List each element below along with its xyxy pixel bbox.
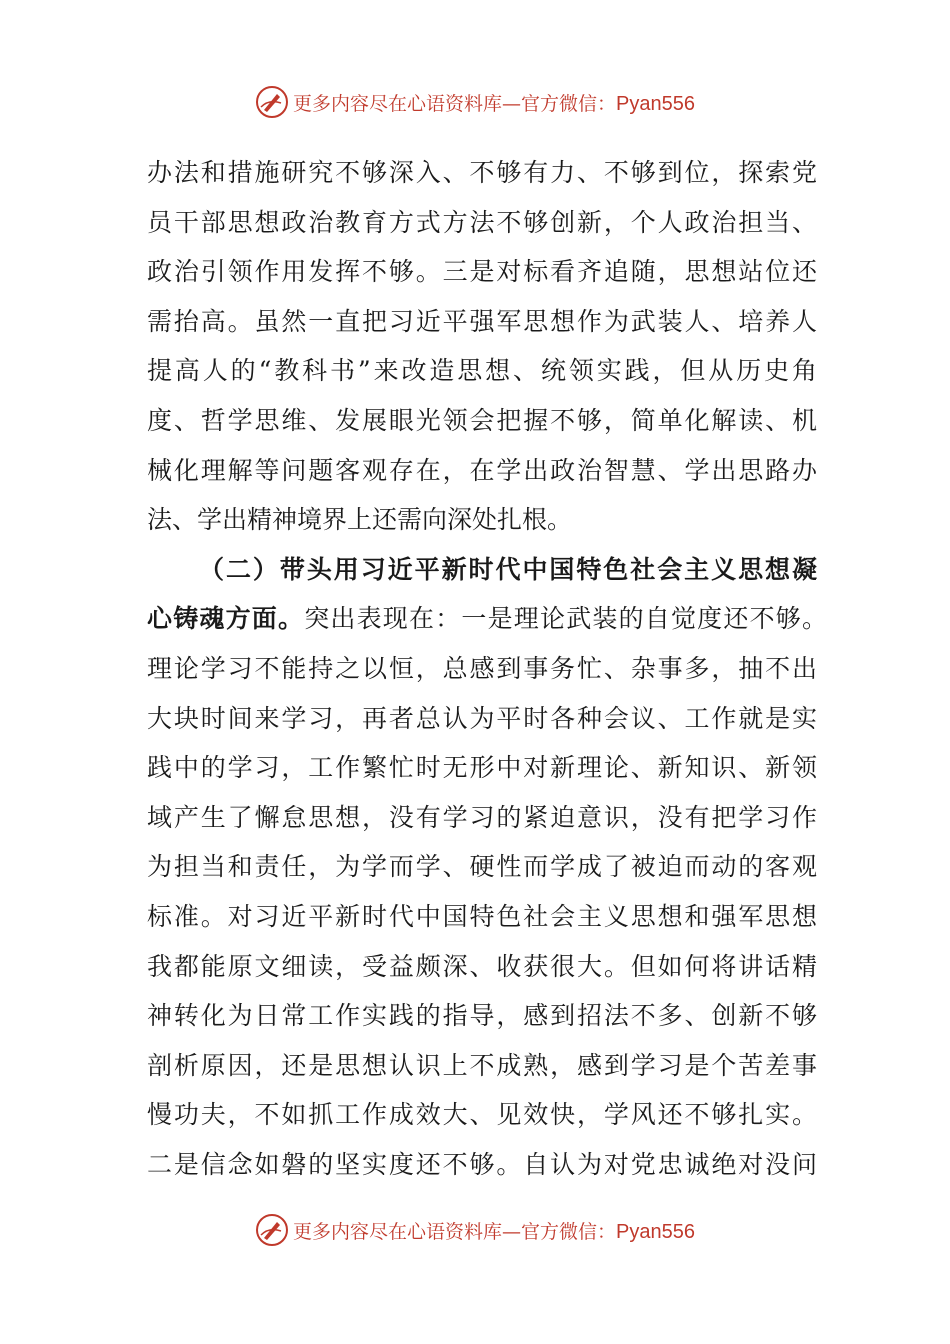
body-line: 我都能原文细读，受益颇深、收获很大。但如何将讲话精 <box>147 951 817 981</box>
header-banner <box>0 82 950 122</box>
body-line: 标准。对习近平新时代中国特色社会主义思想和强军思想 <box>147 901 817 931</box>
footer-wechat-id: Pyan556 <box>616 1220 695 1243</box>
footer-banner-label: 更多内容尽在心语资料库—官方微信： <box>293 1220 617 1243</box>
body-line: 践中的学习，工作繁忙时无形中对新理论、新知识、新领 <box>147 753 817 783</box>
quill-logo-icon <box>255 85 289 119</box>
body-line: 械化理解等问题客观存在，在学出政治智慧、学出思路办 <box>147 455 817 485</box>
body-line: 为担当和责任，为学而学、硬性而学成了被迫而动的客观 <box>147 852 817 882</box>
body-line: 提高人的“教科书”来改造思想、统领实践，但从历史角 <box>147 356 817 386</box>
body-line: 理论学习不能持之以恒，总感到事务忙、杂事多，抽不出 <box>147 653 817 683</box>
section-heading-end: 心铸魂方面。 <box>147 604 305 634</box>
body-line: 办法和措施研究不够深入、不够有力、不够到位，探索党 <box>147 158 817 187</box>
body-line: 域产生了懈怠思想，没有学习的紧迫意识，没有把学习作 <box>147 802 817 832</box>
header-banner-label: 更多内容尽在心语资料库—官方微信： <box>293 92 617 115</box>
header-banner-text <box>293 89 695 116</box>
document-body <box>147 148 827 1189</box>
body-line: 政治引领作用发挥不够。三是对标看齐追随，思想站位还 <box>147 257 817 287</box>
quill-logo-icon <box>255 1213 289 1247</box>
body-line: 二是信念如磐的坚实度还不够。自认为对党忠诚绝对没问 <box>147 1149 817 1179</box>
body-text: 突出表现在：一是理论武装的自觉度还不够。 <box>304 604 827 634</box>
body-line: 法、学出精神境界上还需向深处扎根。 <box>147 505 573 535</box>
body-line: 大块时间来学习，再者总认为平时各种会议、工作就是实 <box>147 703 817 733</box>
footer-banner <box>0 1210 950 1250</box>
body-line: 度、哲学思维、发展眼光领会把握不够，简单化解读、机 <box>147 405 817 435</box>
section-heading-line2 <box>147 594 827 644</box>
body-line: 员干部思想政治教育方式方法不够创新，个人政治担当、 <box>147 207 817 237</box>
section-heading: （二）带头用习近平新时代中国特色社会主义思想凝 <box>199 554 817 584</box>
body-line: 神转化为日常工作实践的指导，感到招法不多、创新不够 <box>147 1001 817 1031</box>
body-line: 剖析原因，还是思想认识上不成熟，感到学习是个苦差事 <box>147 1050 817 1080</box>
footer-banner-text <box>293 1217 695 1244</box>
body-line: 慢功夫，不如抓工作成效大、见效快，学风还不够扎实。 <box>147 1100 817 1130</box>
body-line: 需抬高。虽然一直把习近平强军思想作为武装人、培养人 <box>147 306 817 336</box>
header-wechat-id: Pyan556 <box>616 92 695 115</box>
